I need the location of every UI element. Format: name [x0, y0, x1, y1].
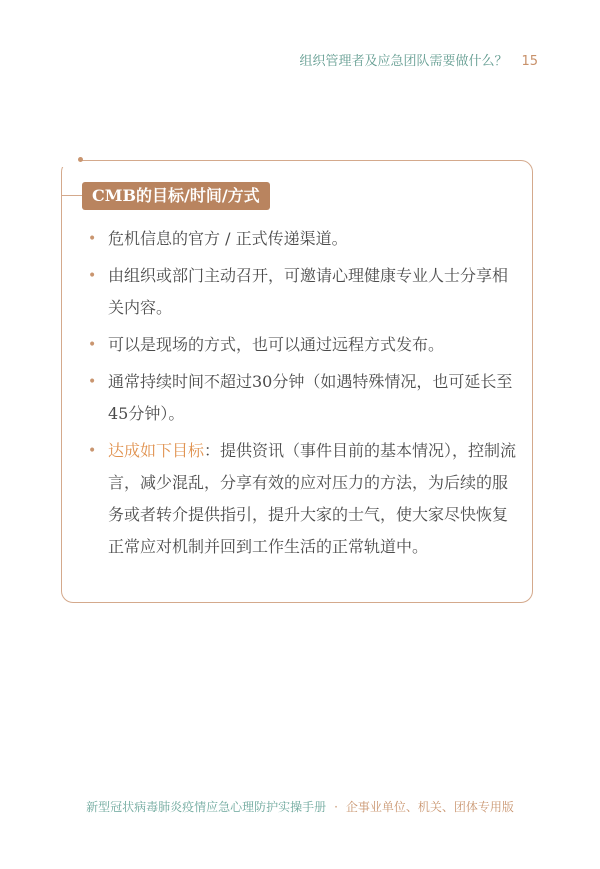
footer-book-title: 新型冠状病毒肺炎疫情应急心理防护实操手册 [86, 800, 327, 814]
list-item [88, 329, 518, 361]
bullet-dot-icon: • [88, 443, 97, 459]
footer-separator: · [334, 800, 338, 814]
bullet-dot-icon: • [88, 374, 97, 390]
section-tag: CMB的目标/时间/方式 [82, 182, 270, 210]
item-text: 可以是现场的方式，也可以通过远程方式发布。 [108, 335, 445, 354]
running-header [299, 50, 538, 69]
list-item [88, 435, 518, 563]
page-number: 15 [521, 54, 538, 69]
header-title: 组织管理者及应急团队需要做什么？ [299, 54, 508, 69]
item-text: ：提供资讯（事件目前的基本情况），控制流言，减少混乱，分享有效的应对压力的方法，为后续的服务或者转介提供指引，提升大家的士气，使大家尽快恢复正常应对机制并回到工作生活的正常轨道中。 [108, 441, 517, 556]
list-item [88, 366, 518, 430]
footer-edition: 企事业单位、机关、团体专用版 [345, 800, 514, 814]
bullet-dot-icon: • [88, 268, 97, 284]
item-lead: 达成如下目标 [108, 441, 205, 460]
list-item [88, 260, 518, 324]
item-text: 危机信息的官方 / 正式传递渠道。 [108, 229, 348, 248]
tag-connector-line [61, 195, 82, 196]
item-text: 通常持续时间不超过30分钟（如遇特殊情况，也可延长至45分钟）。 [108, 372, 513, 423]
bullet-list [88, 223, 518, 568]
bullet-dot-icon: • [88, 231, 97, 247]
item-text: 由组织或部门主动召开，可邀请心理健康专业人士分享相关内容。 [108, 266, 509, 317]
running-footer [0, 798, 600, 815]
bullet-dot-icon: • [88, 337, 97, 353]
list-item [88, 223, 518, 255]
box-dot-ornament [78, 157, 83, 162]
